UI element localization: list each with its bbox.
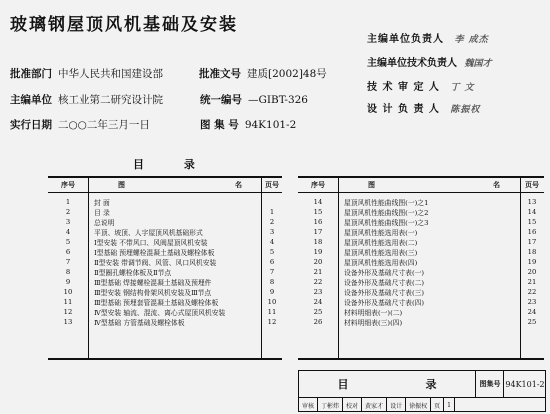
toc-row-num: 15: [313, 208, 323, 216]
toc-row-num: 16: [313, 218, 323, 226]
toc-row-page: 15: [527, 218, 537, 226]
toc-row: [298, 307, 544, 317]
toc-row: [298, 297, 544, 307]
toc-row: [48, 317, 282, 327]
toc-row: [298, 267, 544, 277]
toc-row: [298, 277, 544, 287]
toc-row-page: 4: [269, 238, 275, 246]
toc-row-name: 屋顶风机性能选用表(四): [344, 259, 418, 267]
toc-row-page: 14: [527, 208, 537, 216]
responsible-label: 技 术 审 定 人: [367, 82, 440, 93]
toc-row-page: 19: [527, 258, 537, 266]
toc-header: [48, 178, 282, 193]
toc-row-name: 总说明: [94, 219, 115, 227]
toc-row-page: 8: [269, 278, 275, 286]
toc-row: [48, 267, 282, 277]
toc-row-name: 目 录: [94, 209, 110, 217]
toc-row: [48, 207, 282, 217]
toc-row: [298, 217, 544, 227]
toc-table-right: [298, 176, 544, 360]
toc-row-name: Ⅳ型基础 方管基础及螺栓体板: [94, 319, 185, 327]
title-block-atlas-no: 94K101-2: [503, 371, 546, 397]
toc-row-page: 13: [527, 198, 537, 206]
responsible-label: 主编单位负责人: [367, 34, 444, 45]
toc-row-page: 23: [527, 298, 537, 306]
toc-row-name: 设备外形及基础尺寸表(四): [344, 299, 425, 307]
toc-row-name: 屋顶风机性能选用表(二): [344, 239, 418, 247]
toc-row-page: 7: [269, 268, 275, 276]
approve-doc-label: 批准文号: [199, 68, 241, 80]
toc-row-name: 屋顶风机性能选用表(一): [344, 229, 418, 237]
title-block-strip-cell: 徐振权: [406, 398, 431, 412]
toc-row-page: 12: [267, 318, 277, 326]
title-block-signatures: [299, 397, 545, 412]
toc-row-num: 14: [313, 198, 323, 206]
toc-row-name: 屋顶风机性能选用表(三): [344, 249, 418, 257]
title-block-strip-cell: 页: [431, 398, 444, 412]
toc-row: [48, 197, 282, 207]
toc-row-page: 22: [527, 288, 537, 296]
col-page-header: 页号: [265, 180, 279, 189]
title-block-strip-cell: 黄家才: [362, 398, 387, 412]
toc-row-name: Ⅳ型安装 轴流、混流、离心式屋顶风机安装: [94, 309, 226, 317]
responsible-label: 主编单位技术负责人: [367, 58, 457, 69]
responsible-row: [367, 30, 489, 45]
toc-row-page: 5: [269, 248, 275, 256]
responsible-label: 设 计 负 责 人: [367, 104, 440, 115]
toc-row-num: 8: [65, 268, 71, 276]
col-page-header: 页号: [525, 180, 539, 189]
editor-unit: [10, 92, 163, 107]
toc-row: [298, 227, 544, 237]
toc-row-num: 3: [65, 218, 71, 226]
toc-row-name: 屋顶风机性能曲线图(一)之2: [344, 209, 429, 217]
toc-row: [298, 317, 544, 327]
col-num-header: 序号: [311, 180, 325, 189]
toc-row-name: 屋顶风机性能曲线图(一)之3: [344, 219, 429, 227]
toc-row: [298, 247, 544, 257]
toc-row-num: 19: [313, 248, 323, 256]
signature: 丁 文: [450, 83, 475, 93]
toc-row-name: 设备外形及基础尺寸表(三): [344, 289, 425, 297]
title-block-strip-cell: 1: [444, 398, 455, 412]
toc-row-num: 11: [63, 298, 73, 306]
atlas-no-value: 94K101-2: [244, 119, 297, 131]
title-block-strip-cell: 丁彬炜: [318, 398, 343, 412]
toc-row-name: 封 面: [94, 199, 110, 207]
toc-row-page: 1: [269, 208, 275, 216]
unified-no-value: GIBT-326: [258, 94, 308, 106]
signature: 陈振权: [450, 105, 481, 115]
toc-row: [298, 197, 544, 207]
approve-dept-value: 中华人民共和国建设部: [58, 68, 163, 80]
responsible-row: [367, 54, 492, 69]
toc-row-page: 17: [527, 238, 537, 246]
toc-row-num: 25: [313, 308, 323, 316]
toc-row-page: 21: [527, 278, 537, 286]
toc-row-num: 9: [65, 278, 71, 286]
toc-row-num: 4: [65, 228, 71, 236]
toc-row-name: 平顶、坡顶、人字屋顶风机基础形式: [94, 229, 203, 237]
toc-row-page: 10: [267, 298, 277, 306]
toc-row: [298, 257, 544, 267]
signature: 李 成杰: [454, 35, 489, 45]
title-block-strip-cell: 设计: [387, 398, 406, 412]
effective-date-value: 二○○二年三月一日: [58, 119, 150, 131]
title-block-char: 目: [337, 378, 349, 391]
unified-no-label: 统一编号: [200, 94, 242, 106]
toc-row-name: 设备外形及基础尺寸表(二): [344, 279, 425, 287]
toc-row-name: Ⅰ型安装 不带风口、风阀屋顶风机安装: [94, 239, 208, 247]
toc-row: [48, 237, 282, 247]
toc-title: 目 录: [133, 158, 213, 171]
effective-date-label: 实行日期: [10, 119, 52, 131]
toc-row-num: 7: [65, 258, 71, 266]
toc-row-page: 18: [527, 248, 537, 256]
editor-unit-value: 核工业第二研究设计院: [58, 94, 163, 106]
approve-dept-label: 批准部门: [10, 68, 52, 80]
title-block: [298, 370, 546, 412]
toc-row-name: Ⅰ型基础 预埋螺栓混凝土基础及螺栓体板: [94, 249, 215, 257]
toc-row-num: 26: [313, 318, 323, 326]
toc-row: [48, 297, 282, 307]
toc-header: [298, 178, 544, 193]
toc-row-num: 2: [65, 208, 71, 216]
toc-row-name: Ⅱ型圈孔螺栓体板及Ⅱ节点: [94, 269, 172, 277]
col-name-header: 图 名: [118, 180, 242, 189]
toc-row: [48, 287, 282, 297]
effective-date: [10, 117, 150, 132]
toc-row-num: 5: [65, 238, 71, 246]
toc-row: [298, 237, 544, 247]
toc-row-name: Ⅲ型基础 焊接螺栓混凝土基础及预埋件: [94, 279, 212, 287]
document-title: 玻璃钢屋顶风机基础及安装: [10, 15, 238, 35]
title-block-name: [299, 371, 475, 397]
toc-row-num: 12: [63, 308, 73, 316]
responsible-row: [367, 78, 475, 93]
toc-table-left: [48, 176, 282, 360]
col-name-header: 图 名: [368, 180, 500, 189]
toc-row-num: 17: [313, 228, 323, 236]
toc-row: [298, 287, 544, 297]
toc-row-name: Ⅱ型安装 带调节阀、风管、风口风机安装: [94, 259, 217, 267]
toc-row-num: 6: [65, 248, 71, 256]
toc-row-page: 20: [527, 268, 537, 276]
approve-dept: [10, 66, 163, 81]
toc-row-name: Ⅲ型安装 钢结构骨架风机安装及Ⅲ节点: [94, 289, 212, 297]
toc-row: [48, 247, 282, 257]
title-block-strip-cell: 校对: [343, 398, 362, 412]
atlas-no: [200, 117, 296, 132]
toc-row-num: 24: [313, 298, 323, 306]
toc-row: [48, 217, 282, 227]
toc-row-name: Ⅲ型基础 预埋套管混凝土基础及螺栓体板: [94, 299, 219, 307]
unified-no: 统一编号 —GIBT-326: [200, 94, 308, 106]
toc-row-page: 3: [269, 228, 275, 236]
toc-row-page: 9: [269, 288, 275, 296]
toc-row-page: 6: [269, 258, 275, 266]
toc-row-num: 20: [313, 258, 323, 266]
responsible-row: [367, 100, 480, 115]
toc-row-num: 1: [65, 198, 71, 206]
toc-row-num: 13: [63, 318, 73, 326]
toc-row: [48, 227, 282, 237]
toc-row-name: 设备外形及基础尺寸表(一): [344, 269, 425, 277]
toc-row: [298, 207, 544, 217]
toc-row-page: 24: [527, 308, 537, 316]
toc-row-name: 屋顶风机性能曲线图(一)之1: [344, 199, 429, 207]
toc-row-num: 22: [313, 278, 323, 286]
toc-row-name: 材料明细表(三)(四): [344, 319, 403, 327]
col-num-header: 序号: [61, 180, 75, 189]
toc-row-page: 11: [267, 308, 277, 316]
toc-row-num: 18: [313, 238, 323, 246]
title-block-strip-cell: 审核: [299, 398, 318, 412]
approve-doc: [199, 66, 327, 81]
toc-row-num: 21: [313, 268, 323, 276]
toc-row-num: 23: [313, 288, 323, 296]
toc-row-page: 25: [527, 318, 537, 326]
atlas-no-label: 图 集 号: [200, 119, 239, 131]
toc-row: [48, 307, 282, 317]
toc-row-page: 16: [527, 228, 537, 236]
signature: 魏国才: [464, 59, 492, 69]
title-block-char: 录: [425, 378, 437, 391]
toc-row-num: 10: [63, 288, 73, 296]
title-block-atlas-label: 图集号: [475, 371, 504, 397]
toc-row: [48, 277, 282, 287]
editor-unit-label: 主编单位: [10, 94, 52, 106]
toc-row-name: 材料明细表(一)(二): [344, 309, 403, 317]
approve-doc-value: 建质[2002]48号: [247, 68, 327, 80]
toc-row: [48, 257, 282, 267]
toc-row-page: 2: [269, 218, 275, 226]
